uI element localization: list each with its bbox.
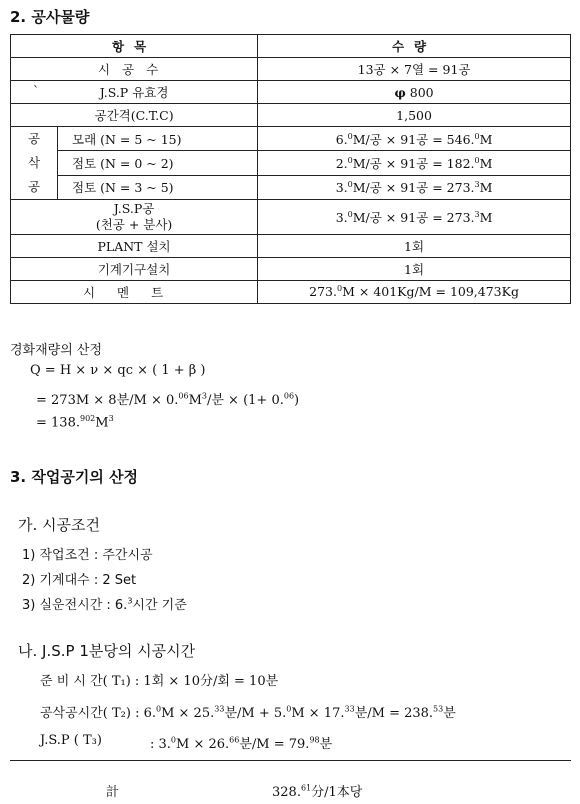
row-item: 점토 (N = 0 ~ 2) (58, 151, 258, 175)
q-part: M (479, 180, 493, 196)
calc-part: ) (294, 393, 300, 408)
q-part: M/공 × 91공 = 182. (352, 155, 475, 171)
t2-part: 분 (443, 706, 456, 721)
header-qty: 수량 (258, 35, 571, 58)
row-item-line: (천공 + 분사) (95, 217, 173, 232)
row-qty (258, 175, 571, 199)
q-part: M/공 × 91공 = 273. (352, 210, 475, 225)
calc-sup: 3 (201, 391, 207, 401)
table-row (11, 127, 571, 151)
t2-sup: 0 (156, 704, 162, 714)
condition-3 (22, 594, 187, 613)
table-row (11, 104, 571, 127)
q-part: M (479, 155, 493, 171)
q-part: M (479, 210, 493, 225)
calc-sup: 06 (283, 391, 295, 401)
row-item-line: J.S.P공 (113, 201, 155, 216)
section2-title: 2. 공사물량 (10, 8, 90, 26)
row-qty (258, 281, 571, 304)
hardener-formula: Q = H × ν × qc × ( 1 + β ) (30, 363, 206, 378)
row-qty: 1,500 (258, 104, 571, 127)
row-qty (258, 200, 571, 235)
time-t2 (40, 702, 456, 721)
q-sup: 0 (347, 180, 353, 190)
row-qty (258, 151, 571, 175)
row-item-text: J.S.P 유효경 (99, 85, 169, 100)
q-sup: 3 (474, 209, 480, 219)
row-qty (258, 127, 571, 151)
table-row (11, 258, 571, 281)
time-t3-label: J.S.P ( T₃) (40, 733, 102, 748)
row-item (11, 81, 258, 104)
q-sup: 0 (347, 209, 353, 219)
total-part: 分/1本당 (311, 785, 363, 800)
q-part: 3. (335, 210, 348, 225)
quantity-table (10, 34, 571, 304)
side-char: 삭 (27, 155, 41, 170)
row-qty: 1회 (258, 258, 571, 281)
q-part: M (479, 131, 493, 147)
q-sup: 0 (474, 155, 480, 165)
t2-part: M × 17. (291, 706, 345, 721)
table-row (11, 200, 571, 235)
table-row (11, 58, 571, 81)
q-sup: 0 (347, 155, 353, 165)
table-row (11, 151, 571, 175)
t3-sup: 98 (309, 735, 320, 745)
t2-part: 공삭공시간( T₂) : 6. (40, 706, 156, 721)
t3-part: : 3. (150, 737, 171, 752)
total-label: 計 (106, 785, 120, 800)
side-char: 공 (27, 179, 41, 194)
table-row (11, 81, 571, 104)
cond-sup: 3 (127, 596, 133, 606)
total-sup: 61 (300, 783, 312, 793)
calc-sup: 902 (79, 414, 96, 423)
t2-sup: 33 (344, 704, 355, 714)
row-item: 공간격(C.T.C) (11, 104, 258, 127)
q-sup: 0 (337, 284, 343, 294)
row-qty-text: 800 (409, 84, 434, 100)
t3-part: 분/M = 79. (239, 737, 310, 752)
t3-sup: 66 (229, 735, 240, 745)
table-row (11, 235, 571, 258)
q-part: M × 401Kg/M = 109,473Kg (342, 284, 519, 300)
q-sup: 0 (347, 131, 353, 141)
q-sup: 3 (474, 180, 480, 190)
subsection-na: 나. J.S.P 1분당의 시공시간 (18, 642, 196, 660)
cond-part: 3) 실운전시간 : 6. (22, 598, 128, 613)
time-t1: 준 비 시 간( T₁) : 1회 × 10分/회 = 10분 (40, 674, 279, 689)
t2-part: 분/M + 5. (224, 706, 287, 721)
cond-part: 시간 기준 (132, 598, 187, 613)
time-t3 (150, 733, 332, 752)
stray-mark: ` (33, 83, 40, 98)
t2-sup: 53 (433, 704, 444, 714)
hardener-title: 경화재량의 산정 (10, 343, 103, 358)
calc-part: = 138. (36, 415, 80, 431)
row-item (11, 200, 258, 235)
condition-1: 1) 작업조건 : 주간시공 (22, 548, 153, 563)
row-qty: 1회 (258, 235, 571, 258)
hardener-calc (36, 389, 299, 408)
q-sup: 0 (474, 131, 480, 141)
calc-part: M (95, 415, 109, 431)
calc-sup: 3 (108, 414, 114, 423)
row-item: PLANT 설치 (11, 235, 258, 258)
t2-part: M × 25. (161, 706, 215, 721)
row-item: 시멘트 (11, 281, 258, 304)
divider-line (10, 760, 571, 761)
q-part: 2. (335, 155, 348, 171)
q-part: 3. (335, 180, 348, 196)
hardener-result (36, 414, 114, 430)
calc-part: /분 × (1+ 0. (206, 393, 284, 408)
q-part: M/공 × 91공 = 546. (352, 131, 475, 147)
t2-sup: 33 (214, 704, 225, 714)
row-item: 점토 (N = 3 ~ 5) (58, 175, 258, 199)
t3-sup: 0 (170, 735, 177, 745)
header-item: 항목 (11, 35, 258, 58)
q-part: 6. (335, 131, 348, 147)
table-row (11, 281, 571, 304)
row-qty: 13공 × 7열 = 91공 (258, 58, 571, 81)
side-label-excavation (11, 127, 58, 200)
total-value (272, 781, 362, 800)
phi-symbol: φ (394, 84, 406, 100)
q-part: 273. (309, 284, 337, 300)
total-part: 328. (272, 785, 301, 800)
t2-sup: 0 (286, 704, 292, 714)
t3-part: M × 26. (176, 737, 230, 752)
calc-part: = 273M × 8분/M × 0. (36, 393, 179, 408)
row-item: 기계기구설치 (11, 258, 258, 281)
calc-sup: 06 (178, 391, 189, 401)
calc-part: M (188, 393, 202, 408)
row-item: 시공수 (11, 58, 258, 81)
table-row (11, 175, 571, 199)
subsection-ga: 가. 시공조건 (18, 516, 100, 534)
table-header-row (11, 35, 571, 58)
side-char: 공 (27, 131, 41, 146)
t2-part: 분/M = 238. (354, 706, 434, 721)
q-part: M/공 × 91공 = 273. (352, 180, 475, 196)
row-item: 모래 (N = 5 ~ 15) (58, 127, 258, 151)
section3-title: 3. 작업공기의 산정 (10, 468, 139, 486)
condition-2: 2) 기계대수 : 2 Set (22, 573, 137, 588)
t3-part: 분 (319, 737, 333, 752)
row-qty (258, 81, 571, 104)
